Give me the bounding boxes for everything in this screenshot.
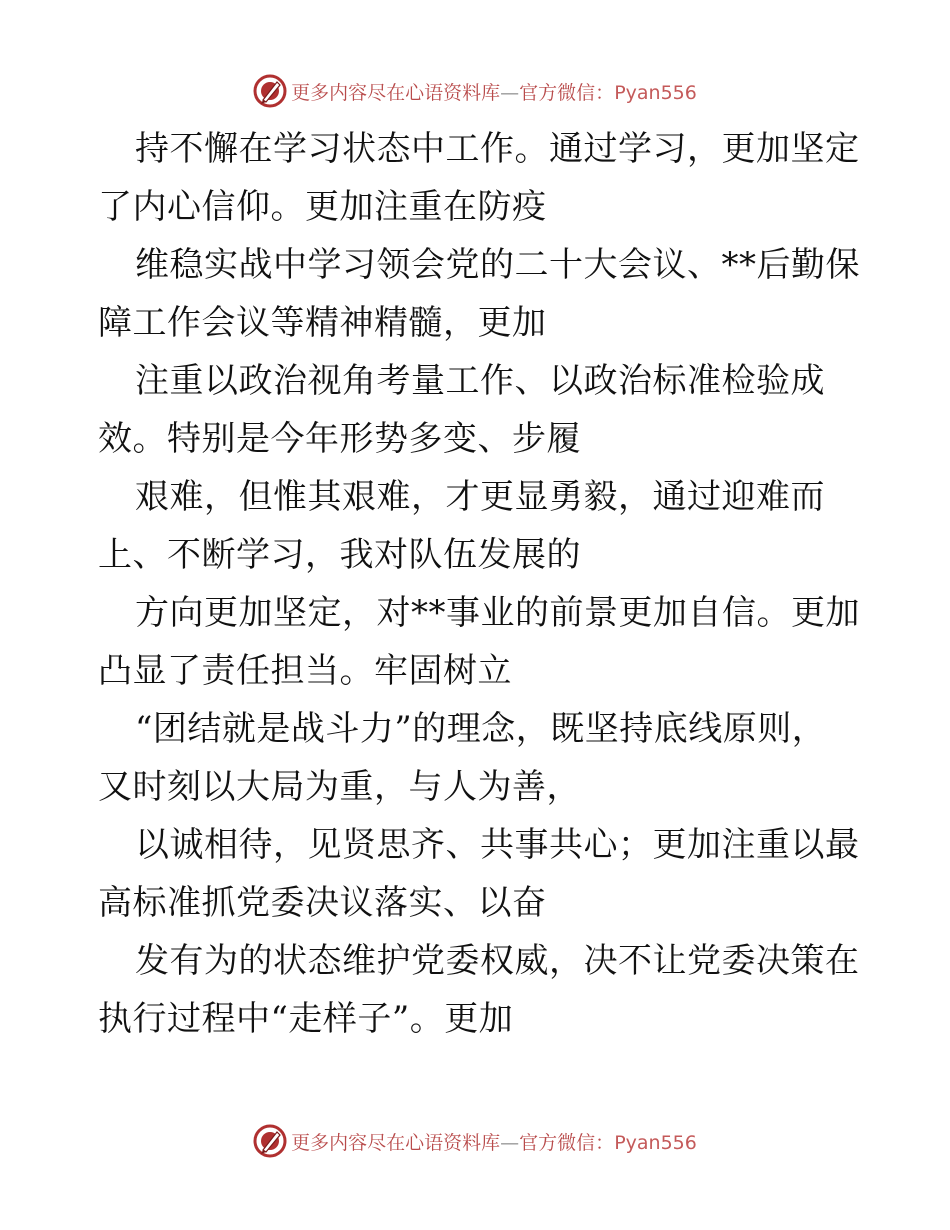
banner-title: 更多内容尽在心语资料库 <box>291 81 501 104</box>
document-line: 艰难，但惟其艰难，才更显勇毅，通过迎难而 <box>135 477 825 517</box>
banner-contact-id: Pyan556 <box>614 1131 697 1154</box>
banner-text <box>291 1128 697 1155</box>
document-line: 方向更加坚定，对**事业的前景更加自信。更加 <box>135 593 860 633</box>
document-line: 以诚相待，见贤思齐、共事共心；更加注重以最 <box>135 825 860 865</box>
document-line: “团结就是战斗力”的理念，既坚持底线原则， <box>135 709 827 749</box>
document-line: 又时刻以大局为重，与人为善， <box>98 767 581 807</box>
document-line: 高标准抓党委决议落实、以奋 <box>98 883 547 923</box>
document-line: 执行过程中“走样子”。更加 <box>98 999 514 1039</box>
document-line: 持不懈在学习状态中工作。通过学习，更加坚定 <box>135 129 860 169</box>
document-line: 注重以政治视角考量工作、以政治标准检验成 <box>135 361 825 401</box>
banner-contact-label: 官方微信： <box>519 81 615 104</box>
document-line: 发有为的状态维护党委权威，决不让党委决策在 <box>135 941 860 981</box>
document-line: 维稳实战中学习领会党的二十大会议、**后勤保 <box>135 245 860 285</box>
document-line: 了内心信仰。更加注重在防疫 <box>98 187 547 227</box>
pen-logo-icon <box>253 1124 287 1158</box>
document-line: 效。特别是今年形势多变、步履 <box>98 419 581 459</box>
document-line: 凸显了责任担当。牢固树立 <box>98 651 512 691</box>
banner-text <box>291 78 697 105</box>
document-line: 障工作会议等精神精髓，更加 <box>98 303 547 343</box>
banner-title: 更多内容尽在心语资料库 <box>291 1131 501 1154</box>
document-line: 上、不断学习，我对队伍发展的 <box>98 535 581 575</box>
pen-logo-icon <box>253 74 287 108</box>
banner-contact-id: Pyan556 <box>614 81 697 104</box>
banner-contact-label: 官方微信： <box>519 1131 615 1154</box>
document-body <box>98 120 868 1048</box>
banner-separator: — <box>500 81 520 104</box>
banner-separator: — <box>500 1131 520 1154</box>
header-banner <box>0 71 950 111</box>
footer-banner <box>0 1121 950 1161</box>
